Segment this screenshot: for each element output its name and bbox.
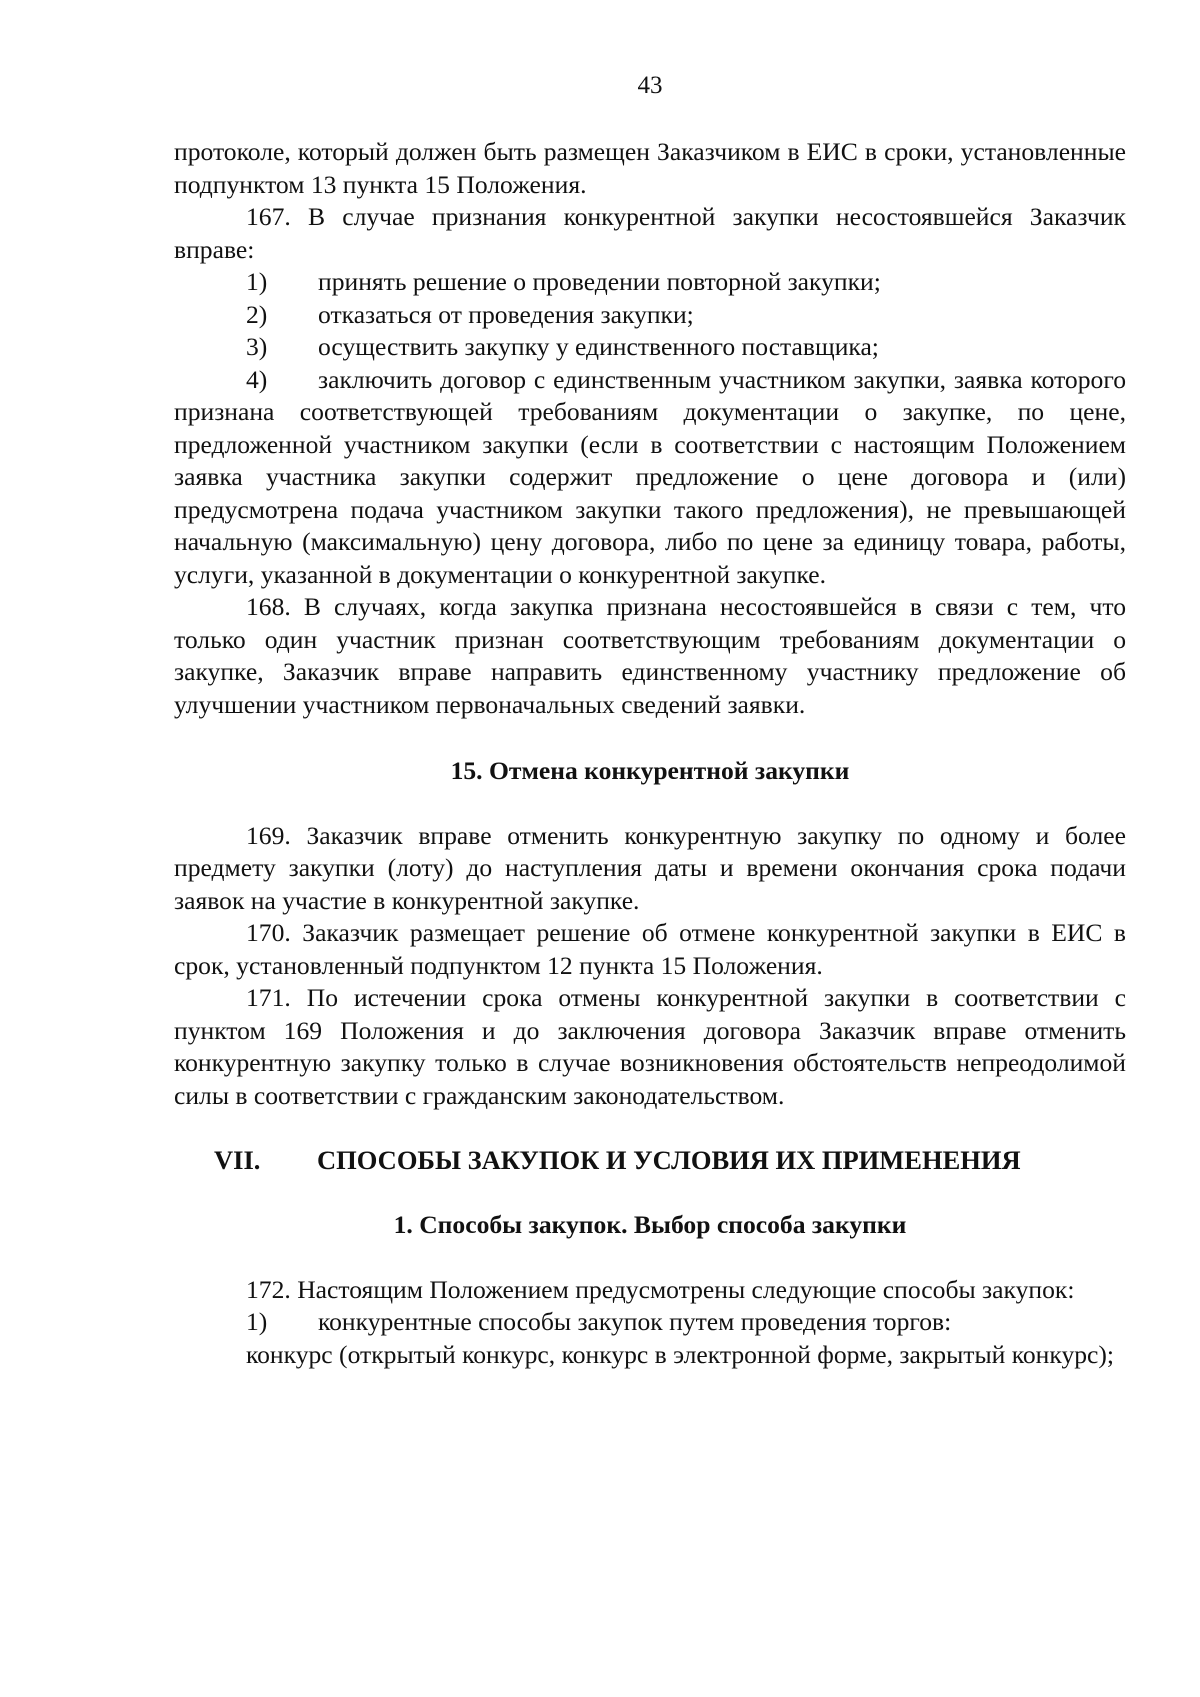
paragraph-170: 170. Заказчик размещает решение об отмене конкурентной закупки в ЕИС в срок, установленный подпунктом 12 пункта 15 Положения. [174,918,1126,980]
list-marker: 2) [246,299,268,329]
list-marker: 4) [246,364,268,394]
list-item-text: отказаться от проведения закупки; [318,299,694,329]
paragraph-167: 167. В случае признания конкурентной закупки несостоявшейся Заказчик вправе: [174,202,1126,264]
section-number: VII. [214,1145,261,1175]
list-item [174,331,1126,364]
paragraph-konkurs: конкурс (открытый конкурс, конкурс в электронной форме, закрытый конкурс); [246,1339,1115,1369]
paragraph-171: 171. По истечении срока отмены конкурентной закупки в соответствии с пунктом 169 Положения и до заключения договора Заказчик вправе отменить конкурентную закупку только в случае возникновения обстоятельств непреодолимой силы в соответствии с гражданским законодательством. [174,983,1126,1110]
section-heading-vii [214,1144,1126,1177]
paragraph-169: 169. Заказчик вправе отменить конкурентную закупку по одному и более предмету закупки (лоту) до наступления даты и времени окончания срока подачи заявок на участие в конкурентной закупке. [174,820,1126,915]
list-item-text: принять решение о проведении повторной закупки; [318,267,881,296]
list-marker: 1) [246,1307,268,1336]
page-number: 43 [637,72,663,99]
subsection-heading-1: 1. Способы закупок. Выбор способа закупки [393,1210,907,1239]
list-item-text: осуществить закупку у единственного поставщика; [318,332,879,361]
paragraph-168: 168. В случаях, когда закупка признана несостоявшейся в связи с тем, что только один участник признан соответствующим требованиям документации о закупке, Заказчик вправе направить единственному участнику предложение об улучшении участником первоначальных сведений заявки. [174,592,1126,719]
list-item [174,266,1126,299]
section-title: СПОСОБЫ ЗАКУПОК И УСЛОВИЯ ИХ ПРИМЕНЕНИЯ [317,1145,1021,1175]
paragraph-172: 172. Настоящим Положением предусмотрены следующие способы закупок: [246,1274,1075,1304]
subsection-heading-15: 15. Отмена конкурентной закупки [450,756,850,785]
list-item [174,364,1126,592]
list-item-text: конкурентные способы закупок путем проведения торгов: [318,1307,952,1336]
list-item [174,299,1126,332]
paragraph-continuation: протоколе, который должен быть размещен Заказчиком в ЕИС в сроки, установленные подпунктом 13 пункта 15 Положения. [174,137,1126,199]
list-item-text: заключить договор с единственным участником закупки, заявка которого признана соответствующей требованиям документации о закупке, по цене, предложенной участником закупки (если в соответствии с настоящим Положением заявка участника закупки содержит предложение о цене договора и (или) предусмотрена подача участником закупки такого предложения), не превышающей начальную (максимальную) цену договора, либо по цене за единицу товара, работы, услуги, указанной в документации о конкурентной закупке. [174,364,1126,589]
list-marker: 3) [246,332,268,361]
list-item [174,1306,1126,1339]
list-marker: 1) [246,267,268,296]
